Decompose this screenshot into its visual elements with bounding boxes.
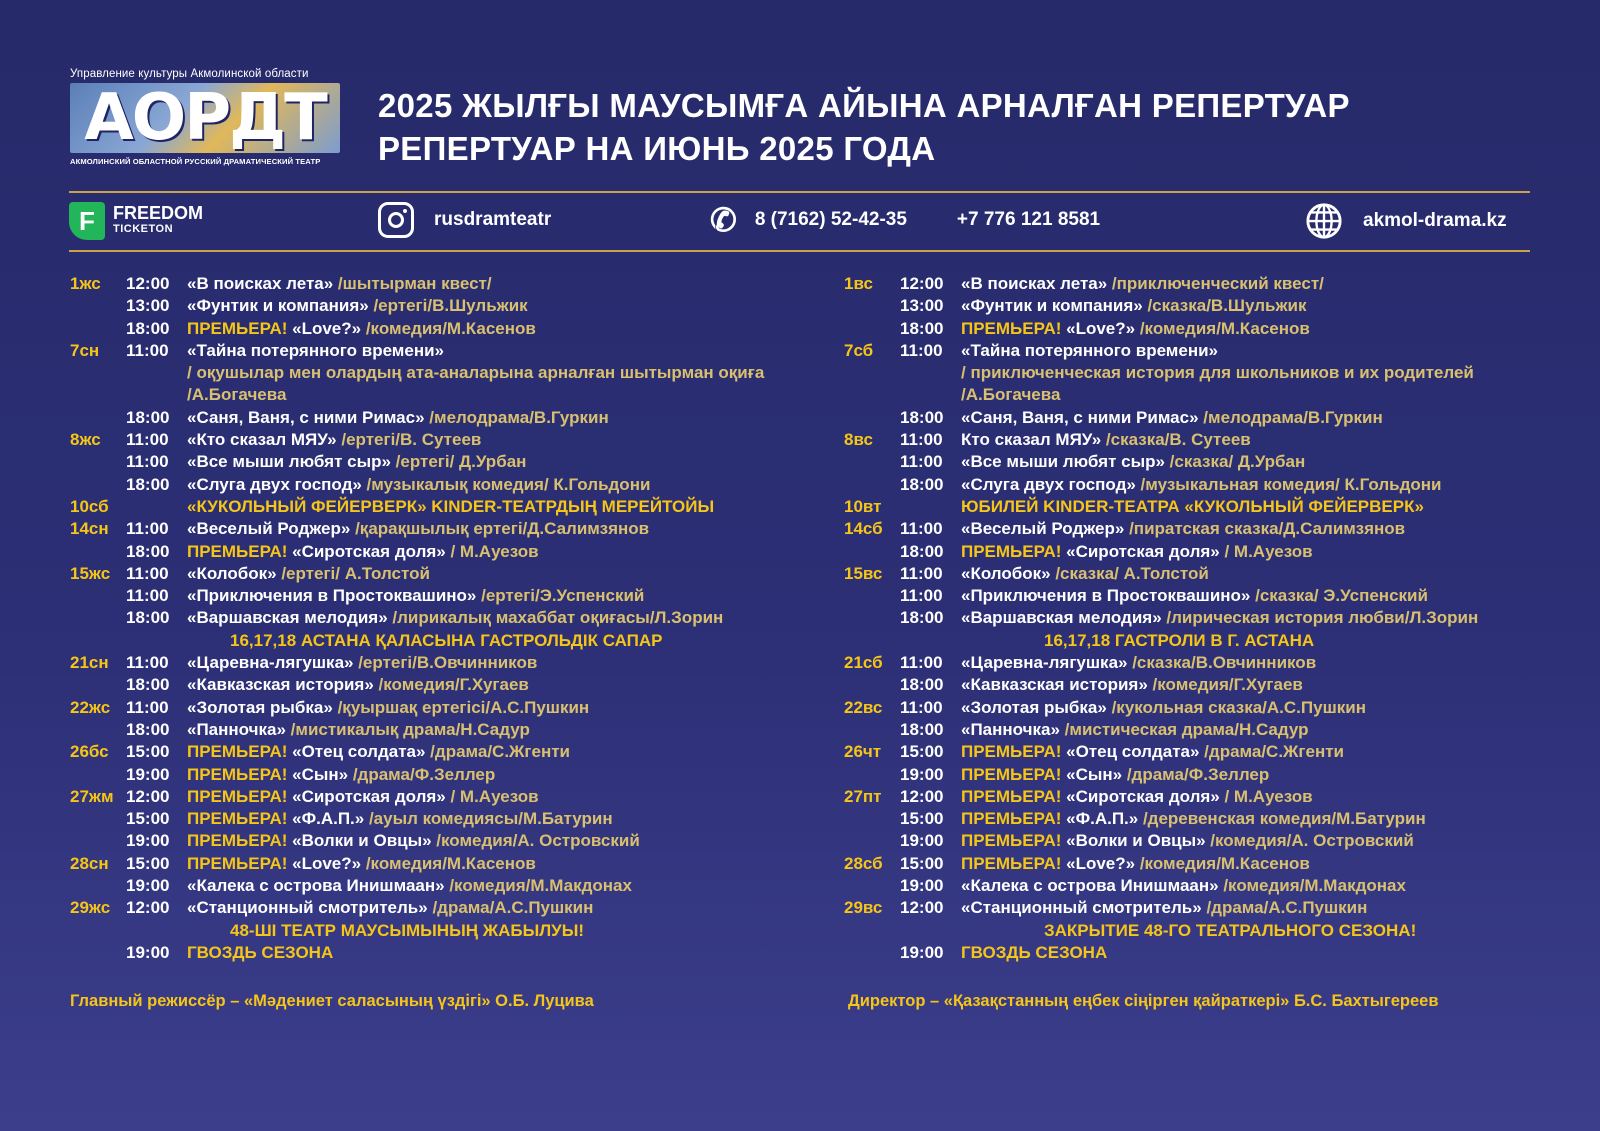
schedule-event: [961, 853, 1310, 875]
schedule-event: [961, 384, 1060, 406]
premiere-badge: ПРЕМЬЕРА!: [961, 764, 1067, 784]
event-genre: /приключенческий квест/: [1107, 274, 1324, 293]
schedule-date: 26чт: [844, 742, 882, 762]
event-highlight: «КУКОЛЬНЫЙ ФЕЙЕРВЕРК» KINDER-ТЕАТРДЫҢ МЕРЕЙТОЙЫ: [187, 496, 715, 516]
premiere-badge: ПРЕМЬЕРА!: [187, 318, 293, 338]
event-genre: /сказка/В.Овчинников: [1127, 653, 1317, 673]
schedule-date: 26бс: [70, 742, 109, 762]
event-highlight: ЮБИЛЕЙ KINDER-ТЕАТРА «КУКОЛЬНЫЙ ФЕЙЕРВЕРК»: [961, 496, 1424, 516]
schedule-event: [961, 318, 1310, 340]
divider-top: [69, 191, 1530, 193]
schedule-event: [961, 585, 1428, 607]
website-link[interactable]: [1305, 202, 1507, 240]
schedule-date: 8жс: [70, 430, 101, 450]
premiere-badge: ПРЕМЬЕРА!: [961, 318, 1067, 338]
schedule-time: 18:00: [126, 407, 170, 427]
event-title: «Колобок»: [187, 563, 277, 583]
event-title: «Станционный смотритель»: [187, 898, 428, 918]
freedom-icon: F: [69, 202, 105, 240]
premiere-badge: ПРЕМЬЕРА!: [961, 831, 1067, 851]
event-title: «Сиротская доля»: [1066, 541, 1220, 561]
event-title: «Сиротская доля»: [292, 541, 446, 561]
schedule-time: 18:00: [126, 675, 170, 695]
schedule-event: [187, 719, 530, 741]
premiere-badge: ПРЕМЬЕРА!: [187, 831, 293, 851]
schedule-time: 15:00: [126, 742, 170, 762]
event-genre: /драма/А.С.Пушкин: [427, 898, 594, 918]
phone-contacts: [710, 202, 1100, 238]
schedule-time: 11:00: [126, 452, 169, 472]
logo-caption-bottom: АКМОЛИНСКИЙ ОБЛАСТНОЙ РУССКИЙ ДРАМАТИЧЕСКИЙ ТЕАТР: [70, 157, 321, 166]
schedule-event: [961, 830, 1414, 852]
event-genre: /пиратская сказка/Д.Салимзянов: [1124, 519, 1406, 539]
schedule-time: 18:00: [900, 541, 944, 561]
event-title: «Кто сказал МЯУ»: [187, 430, 337, 450]
event-title: «Приключения в Простоквашино»: [961, 586, 1251, 606]
event-genre: /комедия/М.Касенов: [361, 853, 536, 873]
ticketon-label: TICKETON: [113, 223, 174, 235]
schedule-time: 12:00: [900, 786, 944, 806]
globe-icon: [1305, 202, 1343, 240]
event-genre: /ертегі/В.Шульжик: [368, 296, 528, 316]
schedule-event: [961, 697, 1366, 719]
event-genre: /сказка/ А.Толстой: [1050, 563, 1209, 583]
event-title: «Слуга двух господ»: [187, 474, 362, 494]
title-kazakh: 2025 ЖЫЛҒЫ МАУСЫМҒА АЙЫНА АРНАЛҒАН РЕПЕРТУАР: [378, 87, 1350, 124]
schedule-time: 11:00: [126, 430, 169, 450]
schedule-event: [961, 451, 1305, 473]
schedule-event: [187, 674, 529, 696]
instagram-handle: rusdramteatr: [434, 209, 552, 230]
schedule-event: [961, 674, 1303, 696]
schedule-time: 18:00: [900, 675, 944, 695]
schedule-time: 11:00: [126, 340, 169, 360]
event-genre: /комедия/Г.Хугаев: [373, 675, 529, 695]
event-title: «Приключения в Простоквашино»: [187, 586, 477, 606]
schedule-time: 15:00: [126, 809, 170, 829]
event-genre: /қуыршақ ертегісі/А.С.Пушкин: [332, 697, 590, 717]
premiere-badge: ПРЕМЬЕРА!: [961, 786, 1067, 806]
schedule-event: [187, 384, 286, 406]
phone-icon: ✆: [710, 202, 737, 238]
event-genre: /комедия/М.Макдонах: [1218, 876, 1406, 896]
schedule-time: 11:00: [126, 563, 169, 583]
event-genre: /ауыл комедиясы/М.Батурин: [364, 809, 613, 829]
event-genre: /комедия/М.Касенов: [1135, 318, 1310, 338]
event-title: «Саня, Ваня, с ними Римас»: [187, 407, 425, 427]
schedule-event: [187, 741, 570, 763]
premiere-badge: ПРЕМЬЕРА!: [187, 764, 293, 784]
schedule-event: [961, 429, 1251, 451]
premiere-badge: ПРЕМЬЕРА!: [187, 853, 293, 873]
event-title: «Все мыши любят сыр»: [187, 452, 391, 472]
event-genre: /драма/С.Жгенти: [1199, 742, 1345, 762]
schedule-time: 11:00: [900, 430, 943, 450]
event-title: «Веселый Роджер»: [961, 519, 1125, 539]
event-genre: /А.Богачева: [187, 385, 287, 405]
event-genre: /ертегі/ Д.Урбан: [390, 452, 527, 472]
schedule-event: [961, 273, 1324, 295]
schedule-time: 18:00: [126, 608, 170, 628]
event-title: «Сын»: [292, 764, 349, 784]
event-genre: /мистикалық драма/Н.Садур: [285, 719, 530, 739]
event-title: «В поисках лета»: [187, 274, 334, 293]
event-title: «Сын»: [1066, 764, 1123, 784]
schedule-date: 27жм: [70, 786, 114, 806]
event-title: «Веселый Роджер»: [187, 519, 351, 539]
schedule-time: 11:00: [900, 586, 943, 606]
schedule-event: [187, 496, 714, 518]
event-genre: /комедия/М.Макдонах: [444, 876, 632, 896]
event-genre: /драма/Ф.Зеллер: [348, 764, 496, 784]
schedule-event: [961, 340, 1218, 362]
schedule-date: 28сб: [844, 853, 883, 873]
schedule-event: [187, 451, 526, 473]
schedule-date: 14сб: [844, 519, 883, 539]
schedule-time: 15:00: [126, 853, 170, 873]
schedule-date: 28сн: [70, 853, 109, 873]
schedule-date: 1жс: [70, 274, 101, 293]
schedule-time: 11:00: [900, 563, 943, 583]
event-title: «Отец солдата»: [292, 742, 426, 762]
event-genre: /лирическая история любви/Л.Зорин: [1161, 608, 1479, 628]
event-genre: /А.Богачева: [961, 385, 1061, 405]
event-title: «Волки и Овцы»: [292, 831, 432, 851]
title-russian: РЕПЕРТУАР НА ИЮНЬ 2025 ГОДА: [378, 130, 936, 167]
event-highlight: ГВОЗДЬ СЕЗОНА: [187, 942, 334, 962]
event-title: «Фунтик и компания»: [187, 296, 369, 316]
schedule-date: 29вс: [844, 898, 883, 918]
event-title: «Love?»: [292, 318, 362, 338]
event-genre: / оқушылар мен олардың ата-аналарына арналған шытырман оқиға: [187, 363, 765, 383]
event-genre: /сказка/В.Шульжик: [1142, 296, 1307, 316]
schedule-event: [961, 496, 1424, 518]
event-genre: /сказка/ Д.Урбан: [1164, 452, 1306, 472]
schedule-time: 15:00: [900, 742, 944, 762]
event-title: «Love?»: [1066, 853, 1136, 873]
schedule-time: 11:00: [900, 519, 943, 539]
schedule-time: 11:00: [900, 340, 943, 360]
schedule-time: 19:00: [126, 942, 170, 962]
event-genre: /ертегі/Э.Успенский: [476, 586, 645, 606]
schedule-date: 22вс: [844, 697, 883, 717]
schedule-event: [961, 786, 1313, 808]
event-genre: /сказка/В. Сутеев: [1101, 430, 1251, 450]
event-title: «Золотая рыбка»: [187, 697, 333, 717]
schedule-time: 19:00: [126, 831, 170, 851]
schedule-date: 15вс: [844, 563, 883, 583]
event-title: «Саня, Ваня, с ними Римас»: [961, 407, 1199, 427]
event-genre: /лирикалық махаббат оқиғасы/Л.Зорин: [387, 608, 724, 628]
schedule-time: 13:00: [126, 296, 170, 316]
event-title: «Царевна-лягушка»: [187, 653, 354, 673]
event-genre: / М.Ауезов: [445, 541, 539, 561]
footer-director-artistic: Главный режиссёр – «Мәдениет саласының үздігі» О.Б. Луцива: [70, 992, 594, 1010]
event-title: «Тайна потерянного времени»: [187, 340, 445, 360]
premiere-badge: ПРЕМЬЕРА!: [187, 742, 293, 762]
event-genre: /шытырман квест/: [333, 274, 492, 293]
schedule-date: 29жс: [70, 898, 111, 918]
event-title: «Ф.А.П.»: [292, 809, 365, 829]
premiere-badge: ПРЕМЬЕРА!: [961, 541, 1067, 561]
event-genre: / приключенческая история для школьников и их родителей: [961, 363, 1474, 383]
schedule-event: [187, 764, 495, 786]
schedule-time: 19:00: [126, 764, 170, 784]
event-title: «Кавказская история»: [961, 675, 1148, 695]
event-title: «Сиротская доля»: [1066, 786, 1220, 806]
event-title: «Панночка»: [961, 719, 1060, 739]
schedule-announcement: ЗАКРЫТИЕ 48-ГО ТЕАТРАЛЬНОГО СЕЗОНА!: [1044, 920, 1417, 940]
event-title: «Все мыши любят сыр»: [961, 452, 1165, 472]
schedule-time: 18:00: [900, 407, 944, 427]
phone-number-1[interactable]: 8 (7162) 52-42-35: [754, 209, 907, 230]
event-title: «Калека с острова Инишмаан»: [187, 876, 445, 896]
schedule-time: 19:00: [126, 876, 170, 896]
event-title: «Кавказская история»: [187, 675, 374, 695]
schedule-event: [187, 786, 539, 808]
schedule-event: [187, 830, 640, 852]
schedule-event: [961, 719, 1309, 741]
event-genre: /кукольная сказка/А.С.Пушкин: [1106, 697, 1366, 717]
schedule-time: 18:00: [900, 719, 944, 739]
event-title: «Волки и Овцы»: [1066, 831, 1206, 851]
schedule-time: 18:00: [900, 318, 944, 338]
website-url: akmol-drama.kz: [1363, 210, 1507, 231]
schedule-time: 12:00: [126, 786, 170, 806]
event-title: «Варшавская мелодия»: [961, 608, 1162, 628]
event-genre: /қарақшылық ертегі/Д.Салимзянов: [350, 519, 650, 539]
schedule-date: 15жс: [70, 563, 111, 583]
event-genre: / М.Ауезов: [1219, 541, 1313, 561]
instagram-link[interactable]: [378, 202, 551, 238]
premiere-badge: ПРЕМЬЕРА!: [187, 786, 293, 806]
event-title: «Love?»: [1066, 318, 1136, 338]
schedule-announcement: 16,17,18 ГАСТРОЛИ В Г. АСТАНА: [1044, 630, 1315, 650]
event-genre: /комедия/М.Касенов: [361, 318, 536, 338]
schedule-time: 15:00: [900, 809, 944, 829]
schedule-time: 19:00: [900, 831, 944, 851]
schedule-time: 11:00: [900, 452, 943, 472]
schedule-event: [187, 318, 536, 340]
schedule-time: 19:00: [900, 876, 944, 896]
schedule-event: [961, 808, 1426, 830]
schedule-time: 11:00: [126, 586, 169, 606]
event-title: «В поисках лета»: [961, 274, 1108, 293]
footer-director-general: Директор – «Қазақстанның еңбек сіңірген қайраткері» Б.С. Бахтыгереев: [848, 992, 1439, 1010]
event-genre: /мелодрама/В.Гуркин: [1198, 407, 1383, 427]
schedule-event: [187, 853, 536, 875]
schedule-event: [961, 295, 1307, 317]
contacts-bar: [69, 196, 1530, 246]
event-genre: /комедия/М.Касенов: [1135, 853, 1310, 873]
event-title: «Варшавская мелодия»: [187, 608, 388, 628]
schedule-event: [961, 764, 1269, 786]
logo-wordmark: АОРДТ: [70, 83, 340, 153]
schedule-event: [187, 541, 539, 563]
schedule-event: [187, 429, 481, 451]
schedule-event: [187, 897, 593, 919]
schedule-time: 19:00: [900, 764, 944, 784]
schedule-date: 7сн: [70, 340, 100, 360]
schedule-time: 13:00: [900, 296, 944, 316]
event-genre: /ертегі/В. Сутеев: [336, 430, 482, 450]
schedule-event: [961, 563, 1209, 585]
schedule-event: [187, 518, 649, 540]
event-genre: /драма/С.Жгенти: [425, 742, 571, 762]
event-genre: / М.Ауезов: [445, 786, 539, 806]
schedule-time: 11:00: [900, 697, 943, 717]
schedule-time: 11:00: [126, 519, 169, 539]
event-title: «Ф.А.П.»: [1066, 809, 1139, 829]
schedule-event: [187, 563, 430, 585]
schedule-date: 14сн: [70, 519, 109, 539]
schedule-date: 1вс: [844, 274, 873, 293]
schedule-event: [961, 875, 1406, 897]
schedule-event: [187, 362, 764, 384]
event-genre: /музыкальная комедия/ К.Гольдони: [1135, 474, 1442, 494]
schedule-date: 10сб: [70, 496, 109, 516]
schedule-event: [187, 273, 492, 295]
event-title: «Царевна-лягушка»: [961, 653, 1128, 673]
premiere-badge: ПРЕМЬЕРА!: [961, 809, 1067, 829]
event-title: «Калека с острова Инишмаан»: [961, 876, 1219, 896]
schedule-date: 10вт: [844, 496, 882, 516]
schedule-time: 11:00: [126, 653, 169, 673]
schedule-time: 11:00: [126, 697, 169, 717]
schedule-event: [187, 808, 613, 830]
event-genre: /мистическая драма/Н.Садур: [1059, 719, 1309, 739]
schedule-event: [187, 407, 609, 429]
event-title: «Слуга двух господ»: [961, 474, 1136, 494]
schedule-date: 21сб: [844, 653, 883, 673]
phone-number-2[interactable]: +7 776 121 8581: [956, 209, 1101, 230]
schedule-event: [961, 897, 1367, 919]
event-genre: / М.Ауезов: [1219, 786, 1313, 806]
schedule-time: 11:00: [900, 653, 943, 673]
schedule-event: [187, 340, 444, 362]
event-title: «Станционный смотритель»: [961, 898, 1202, 918]
event-genre: /музыкалық комедия/ К.Гольдони: [361, 474, 651, 494]
event-genre: /комедия/А. Островский: [1205, 831, 1414, 851]
schedule-event: [187, 585, 644, 607]
event-genre: /комедия/Г.Хугаев: [1147, 675, 1303, 695]
schedule-event: [187, 942, 333, 964]
schedule-time: 18:00: [900, 474, 944, 494]
page-title: [378, 84, 1350, 170]
schedule-time: 12:00: [126, 898, 170, 918]
event-title: Кто сказал МЯУ»: [961, 430, 1102, 450]
schedule-event: [187, 295, 528, 317]
schedule-time: 12:00: [900, 898, 944, 918]
event-title: «Love?»: [292, 853, 362, 873]
event-genre: /драма/Ф.Зеллер: [1122, 764, 1270, 784]
schedule-event: [187, 875, 632, 897]
event-title: «Сиротская доля»: [292, 786, 446, 806]
event-genre: /ертегі/ А.Толстой: [276, 563, 430, 583]
schedule-announcement: 16,17,18 АСТАНА ҚАЛАСЫНА ГАСТРОЛЬДІК САПАР: [230, 630, 663, 650]
schedule-event: [961, 362, 1474, 384]
schedule-time: 12:00: [126, 274, 170, 293]
premiere-badge: ПРЕМЬЕРА!: [961, 853, 1067, 873]
event-title: «Отец солдата»: [1066, 742, 1200, 762]
schedule-time: 18:00: [126, 541, 170, 561]
event-genre: /драма/А.С.Пушкин: [1201, 898, 1368, 918]
schedule-time: 18:00: [126, 719, 170, 739]
schedule-time: 19:00: [900, 942, 944, 962]
schedule-event: [187, 697, 589, 719]
logo-caption-top: Управление культуры Акмолинской области: [70, 68, 309, 80]
schedule-event: [961, 607, 1478, 629]
event-genre: /комедия/А. Островский: [431, 831, 640, 851]
theatre-logo: [70, 68, 340, 166]
schedule-event: [961, 741, 1344, 763]
freedom-ticketon-logo[interactable]: [69, 202, 203, 240]
schedule-event: [961, 518, 1405, 540]
schedule-date: 21сн: [70, 653, 109, 673]
schedule-announcement: 48-ШІ ТЕАТР МАУСЫМЫНЫҢ ЖАБЫЛУЫ!: [230, 920, 585, 940]
divider-bottom: [69, 250, 1530, 252]
event-title: «Фунтик и компания»: [961, 296, 1143, 316]
event-genre: /сказка/ Э.Успенский: [1250, 586, 1428, 606]
schedule-event: [961, 942, 1107, 964]
schedule-date: 27пт: [844, 786, 882, 806]
schedule-event: [187, 474, 650, 496]
schedule-time: 15:00: [900, 853, 944, 873]
instagram-icon: [378, 202, 414, 238]
schedule-date: 7сб: [844, 340, 874, 360]
event-highlight: ГВОЗДЬ СЕЗОНА: [961, 942, 1108, 962]
freedom-label: FREEDOM: [113, 203, 203, 223]
premiere-badge: ПРЕМЬЕРА!: [961, 742, 1067, 762]
event-title: «Колобок»: [961, 563, 1051, 583]
schedule-event: [961, 474, 1441, 496]
event-genre: /деревенская комедия/М.Батурин: [1138, 809, 1426, 829]
event-title: «Панночка»: [187, 719, 286, 739]
schedule-event: [187, 652, 537, 674]
schedule-time: 18:00: [126, 474, 170, 494]
schedule-time: 18:00: [900, 608, 944, 628]
schedule-date: 8вс: [844, 430, 873, 450]
event-title: «Тайна потерянного времени»: [961, 340, 1219, 360]
schedule-event: [187, 607, 723, 629]
event-genre: /ертегі/В.Овчинников: [353, 653, 538, 673]
schedule-event: [961, 541, 1313, 563]
schedule-time: 18:00: [126, 318, 170, 338]
schedule-event: [961, 407, 1383, 429]
schedule-date: 22жс: [70, 697, 111, 717]
premiere-badge: ПРЕМЬЕРА!: [187, 809, 293, 829]
schedule-event: [961, 652, 1316, 674]
premiere-badge: ПРЕМЬЕРА!: [187, 541, 293, 561]
event-title: «Золотая рыбка»: [961, 697, 1107, 717]
event-genre: /мелодрама/В.Гуркин: [424, 407, 609, 427]
schedule-time: 12:00: [900, 274, 944, 293]
